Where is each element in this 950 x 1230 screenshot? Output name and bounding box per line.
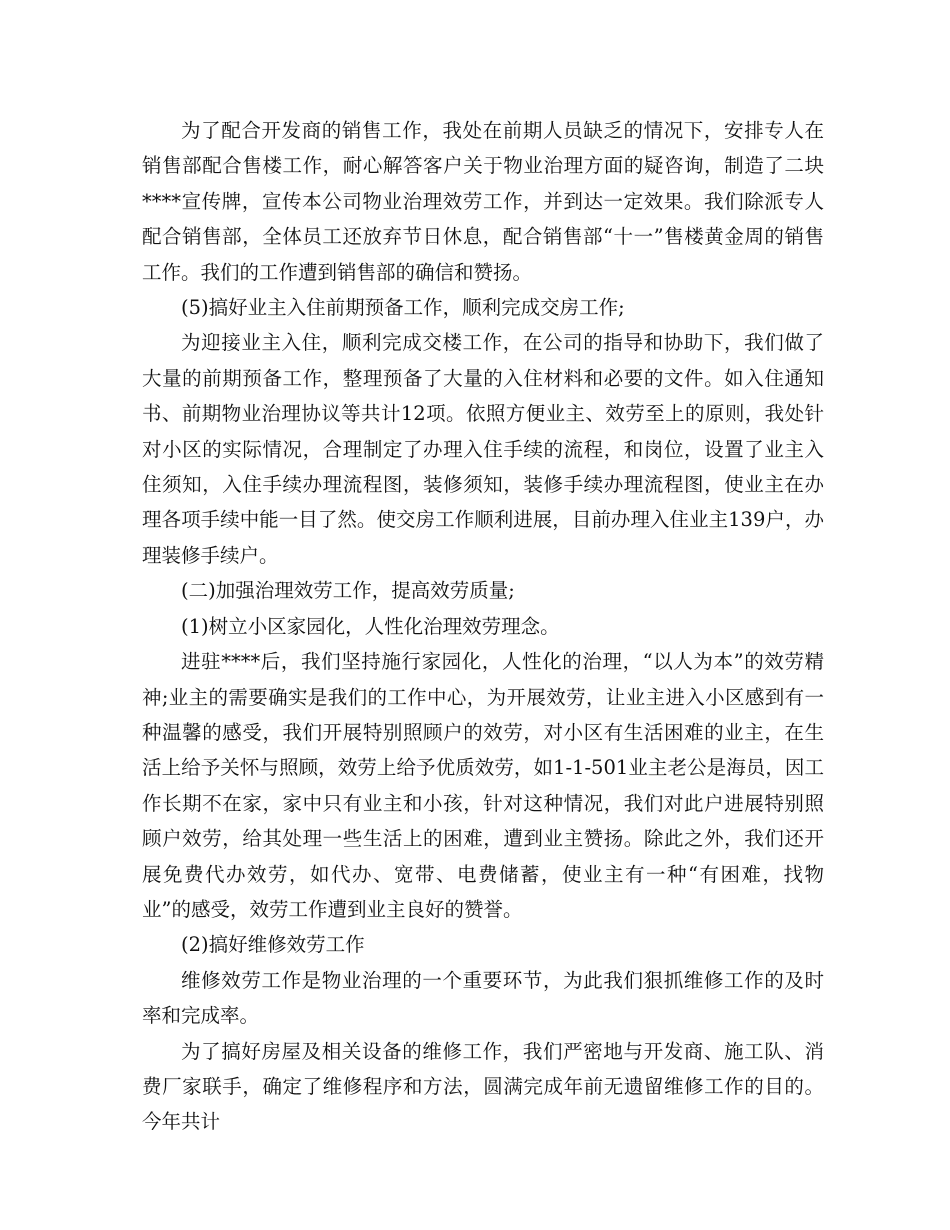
paragraph-maintenance-importance: 维修效劳工作是物业治理的一个重要环节，为此我们狠抓维修工作的及时率和完成率。	[142, 968, 824, 1028]
paragraph-sales-support: 为了配合开发商的销售工作，我处在前期人员缺乏的情况下，安排专人在销售部配合售楼工作，耐心解答客户关于物业治理方面的疑咨询，制造了二块****宣传牌，宣传本公司物业治理效劳工作，并到达一定效果。我们除派专人配合销售部，全体员工还放弃节日休息，配合销售部“十一”售楼黄金周的销售工作。我们的工作遭到销售部的确信和赞扬。	[142, 119, 824, 284]
paragraph-maintenance-work: 为了搞好房屋及相关设备的维修工作，我们严密地与开发商、施工队、消费厂家联手，确定了维修程序和方法，圆满完成年前无遗留维修工作的目的。今年共计	[142, 1039, 824, 1134]
paragraph-heading-maintenance: (2)搞好维修效劳工作	[181, 933, 365, 957]
document-page	[142, 113, 824, 1140]
paragraph-home-concept: 进驻****后，我们坚持施行家园化，人性化的治理，“以人为本”的效劳精神;业主的需要确实是我们的工作中心，为开展效劳，让业主进入小区感到有一种温馨的感受，我们开展特别照顾户的效劳，对小区有生活困难的业主，在生活上给予关怀与照顾，效劳上给予优质效劳，如1-1-501业主老公是海员，因工作长期不在家，家中只有业主和小孩，针对这种情况，我们对此户进展特别照顾户效劳，给其处理一些生活上的困难，遭到业主赞扬。除此之外，我们还开展免费代办效劳，如代办、宽带、电费储蓄，使业主有一种“有困难，找物业”的感受，效劳工作遭到业主良好的赞誉。	[142, 650, 824, 921]
paragraph-heading-move-in-prep: (5)搞好业主入住前期预备工作，顺利完成交房工作;	[181, 296, 625, 320]
paragraph-heading-home-concept: (1)树立小区家园化，人性化治理效劳理念。	[181, 614, 560, 638]
paragraph-heading-service-management: (二)加强治理效劳工作，提高效劳质量;	[181, 579, 515, 603]
paragraph-move-in-prep: 为迎接业主入住，顺利完成交楼工作，在公司的指导和协助下，我们做了大量的前期预备工作，整理预备了大量的入住材料和必要的文件。如入住通知书、前期物业治理协议等共计12项。依照方便业主、效劳至上的原则，我处针对小区的实际情况，合理制定了办理入住手续的流程，和岗位，设置了业主入住须知，入住手续办理流程图，装修须知，装修手续办理流程图，使业主在办理各项手续中能一目了然。使交房工作顺利进展，目前办理入住业主139户，办理装修手续户。	[142, 331, 824, 567]
